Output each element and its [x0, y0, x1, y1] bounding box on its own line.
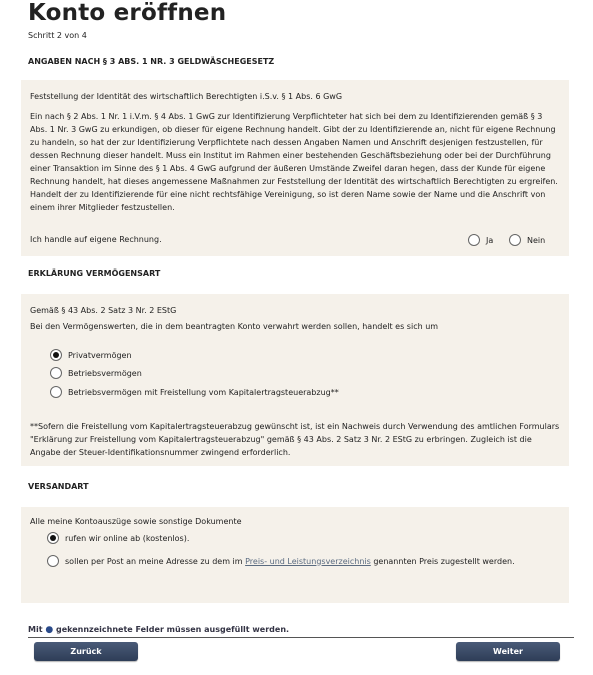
panel-gwg	[21, 80, 569, 256]
asset-business-exempt-option[interactable]	[50, 386, 339, 398]
shipping-post-radio[interactable]	[47, 555, 59, 567]
shipping-post-label[interactable]	[65, 557, 515, 566]
own-account-yes-option[interactable]	[468, 234, 493, 246]
asset-type-subtitle: Gemäß § 43 Abs. 2 Satz 3 Nr. 2 EStG	[30, 306, 177, 315]
shipping-online-label[interactable]: rufen wir online ab (kostenlos).	[65, 533, 190, 543]
own-account-question: Ich handle auf eigene Rechnung.	[30, 235, 162, 244]
footer-divider	[28, 637, 574, 638]
shipping-intro: Alle meine Kontoauszüge sowie sonstige Dokumente	[30, 517, 242, 526]
asset-business-exempt-radio[interactable]	[50, 386, 62, 398]
back-button[interactable]: Zurück	[34, 642, 138, 661]
asset-type-note: **Sofern die Freistellung vom Kapitalertragsteuerabzug gewünscht ist, ist ein Nachweis durch Verwendung des amtlichen Formulars "Erklärung zur Freistellung vom Kapitalertragsteuerabzug" gemäß § 43 Abs. 2 Satz 3 Nr. 2 EStG zu erbringen. Zugleich ist die Angabe der Steuer-Identifikationsnummer zwingend erforderlich.	[30, 422, 560, 457]
asset-private-option[interactable]	[50, 349, 132, 361]
own-account-no-option[interactable]	[509, 234, 545, 246]
shipping-post-text-before: sollen per Post an meine Adresse zu dem im	[65, 556, 246, 566]
section-heading-gwg: ANGABEN NACH § 3 ABS. 1 NR. 3 GELDWÄSCHEGESETZ	[28, 57, 275, 66]
page-title: Konto eröffnen	[28, 0, 227, 26]
section-heading-asset-type: ERKLÄRUNG VERMÖGENSART	[28, 269, 161, 278]
shipping-online-option[interactable]	[47, 532, 189, 544]
asset-type-question: Bei den Vermögenswerten, die in dem beantragten Konto verwahrt werden sollen, handelt es sich um	[30, 322, 439, 331]
gwg-paragraph: Ein nach § 2 Abs. 1 Nr. 1 i.V.m. § 4 Abs. 1 GwG zur Identifizierung Verpflichteter hat sich bei dem zu Identifizierenden gemäß § 3 Abs. 1 Nr. 3 GwG zu erkundigen, ob dieser für eigene Rechnung handelt. Gibt der zu Identifizierende an, nicht für eigene Rechnung zu handeln, so hat der zur Identifizierung Verpflichtete nach dessen Angaben Namen und Anschrift desjenigen festzustellen, für dessen Rechnung dieser handelt. Muss ein Institut im Rahmen einer bestehenden Geschäftsbeziehung oder bei der Durchführung einer Transaktion im Sinne des § 1 Abs. 4 GwG aufgrund der äußeren Umstände Zweifel daran hegen, dass der Kunde für eigene Rechnung handelt, hat dieses angemessene Maßnahmen zur Feststellung der Identität des wirtschaftlich Berechtigten zu ergreifen. Handelt der zu Identifizierende für eine nicht rechtsfähige Vereinigung, so ist deren Name sowie der Name und die Anschrift von einem ihrer Mitglieder festzustellen.	[30, 112, 558, 212]
asset-private-radio[interactable]	[50, 349, 62, 361]
own-account-yes-radio[interactable]	[468, 234, 480, 246]
shipping-online-radio[interactable]	[47, 532, 59, 544]
asset-business-exempt-label[interactable]: Betriebsvermögen mit Freistellung vom Kapitalertragsteuerabzug**	[68, 387, 339, 397]
asset-business-label[interactable]: Betriebsvermögen	[68, 368, 142, 378]
own-account-no-label[interactable]: Nein	[527, 235, 546, 245]
shipping-post-option[interactable]	[47, 555, 515, 567]
asset-private-label[interactable]: Privatvermögen	[68, 350, 132, 360]
next-button[interactable]: Weiter	[456, 642, 560, 661]
required-fields-note	[28, 625, 289, 635]
asset-business-option[interactable]	[50, 367, 142, 379]
required-note-suffix: gekennzeichnete Felder müssen ausgefüllt werden.	[55, 625, 290, 634]
own-account-yes-label[interactable]: Ja	[486, 235, 494, 245]
required-dot-icon: ●	[45, 625, 54, 635]
shipping-post-text-after: genannten Preis zugestellt werden.	[370, 556, 515, 566]
required-note-prefix: Mit	[28, 625, 43, 634]
section-heading-shipping: VERSANDART	[28, 482, 89, 491]
gwg-subtitle: Feststellung der Identität des wirtschaftlich Berechtigten i.S.v. § 1 Abs. 6 GwG	[30, 92, 343, 101]
panel-asset-type	[21, 294, 569, 466]
own-account-no-radio[interactable]	[509, 234, 521, 246]
asset-business-radio[interactable]	[50, 367, 62, 379]
panel-shipping	[21, 507, 569, 603]
step-indicator: Schritt 2 von 4	[28, 31, 87, 40]
price-list-link[interactable]: Preis- und Leistungsverzeichnis	[245, 556, 371, 566]
